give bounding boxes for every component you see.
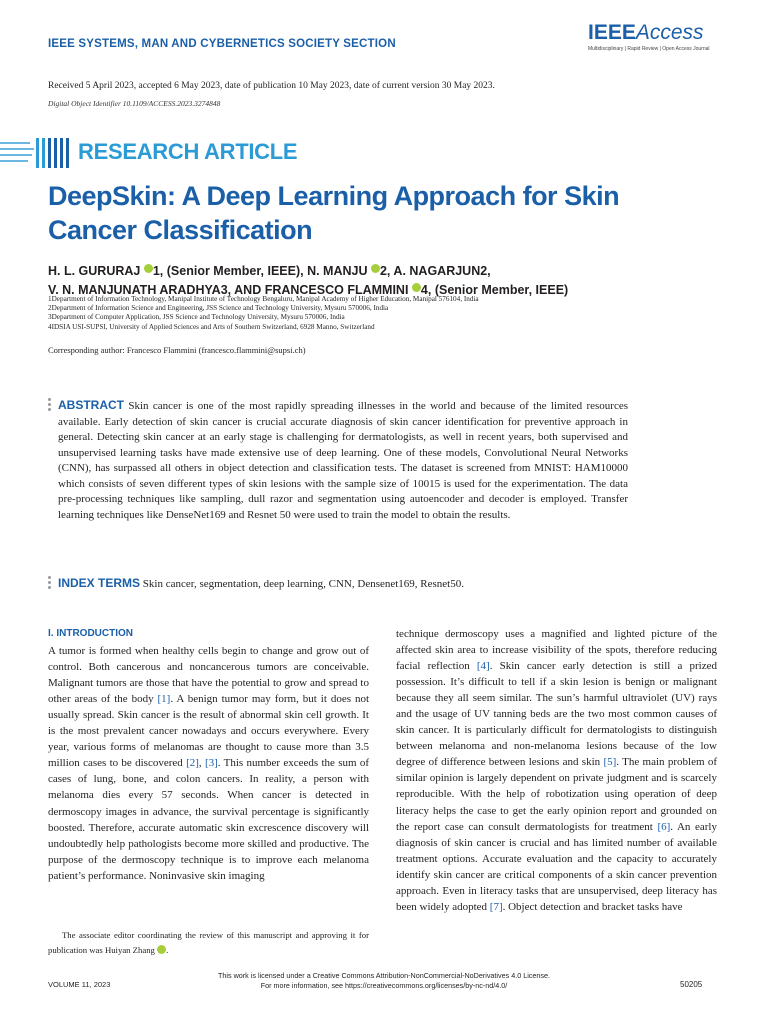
logo-access: Access [635, 21, 704, 44]
citation-link[interactable]: [1] [157, 693, 171, 706]
citation-link[interactable]: [2] [186, 757, 199, 770]
received-dates: Received 5 April 2023, accepted 6 May 2023, date of publication 10 May 2023, date of current version 30 May 2023. [48, 81, 495, 91]
orcid-icon[interactable] [371, 264, 380, 273]
citation-link[interactable]: [3] [204, 757, 218, 770]
citation-link[interactable]: [5] [603, 756, 617, 769]
journal-section: IEEE SYSTEMS, MAN AND CYBERNETICS SOCIETY SECTION [48, 38, 396, 50]
article-banner-bars-icon [0, 138, 70, 168]
abstract [58, 398, 628, 523]
editor-footnote: The associate editor coordinating the review of this manuscript and approving it for publication was Huiyan Zhang . [48, 930, 369, 955]
logo-tagline: Multidisciplinary | Rapid Review | Open Access Journal [588, 46, 710, 52]
license-line: This work is licensed under a Creative Commons Attribution-NonCommercial-NoDerivatives 4.0 License. [218, 971, 550, 980]
volume: VOLUME 11, 2023 [48, 980, 111, 989]
index-terms [58, 576, 628, 590]
abstract-text: Skin cancer is one of the most rapidly spreading illnesses in the world and because of the limited resources available. Early detection of skin cancer is crucial accurate diagnosis of skin cancer identification for preventive approach in general. Detecting skin cancer at an early stage is challenging for dermatologists, as well in recent years, both supervised and unsupervised learning tasks have made extensive use of deep learning. One of these models, Convolutional Neural Networks (CNN), has surpassed all others in object detection and classification tests. The dataset is screened from MNIST: HAM10000 which consists of seven different types of skin lesions with the sample size of 10015 is used for the experimentation. The data pre-processing techniques like sampling, dull razor and segmentation using autoencoder and decoder is employed. Transfer learning techniques like DenseNet169 and Resnet 50 were used to train the model to obtain the results. [58, 400, 628, 521]
citation-link[interactable]: [7] [489, 900, 503, 913]
license-link[interactable]: For more information, see https://creativecommons.org/licenses/by-nc-nd/4.0/ [260, 980, 508, 990]
corresponding-author: Corresponding author: Francesco Flammini (francesco.flammini@supsi.ch) [48, 345, 306, 355]
index-terms-marker-icon [48, 576, 52, 591]
orcid-icon[interactable] [412, 283, 421, 292]
abstract-marker-icon [48, 398, 52, 413]
license-notice [0, 971, 768, 990]
citation-link[interactable]: [6] [657, 820, 671, 833]
doi: Digital Object Identifier 10.1109/ACCESS.2023.3274848 [48, 99, 221, 108]
affiliation: 2Department of Information Science and Engineering, JSS Science and Technology University, Mysuru 570006, India [48, 304, 389, 313]
author-name: 2, A. NAGARJUN2, [379, 264, 491, 278]
intro-paragraph: A tumor is formed when healthy cells begin to change and grow out of control. Both cancerous and noncancerous tumors are conceivable. Malignant tumors are those that have the potential to grow and spread to other areas of the body [1]. A benign tumor may form, but it does not usually spread. Skin cancer is the result of abnormal skin cell growth. It is the most prevalent cancer nowadays and occurs everywhere. Every year, various forms of melanomas are thought to cause more than 3.5 million cases to be discovered [2], [3]. This number exceeds the sum of cases of lung, bone, and colon cancers. In reality, a person with melanoma dies every 57 seconds. When cancer is detected in dermoscopy images in advance, the survival percentage is significantly boosted. Therefore, accurate automatic skin excrescence discovery will undoubtedly help pathologists become more skilled and productive. The purpose of the dermoscopy technique is to improve each melanoma patient’s performance. Noninvasive skin imaging [48, 645, 369, 882]
orcid-icon[interactable] [144, 264, 153, 273]
section-heading: I. INTRODUCTION [48, 628, 133, 639]
author-name: H. L. GURURAJ [48, 264, 141, 278]
intro-column-left [48, 626, 369, 884]
author-line-1 [48, 262, 688, 281]
orcid-icon[interactable] [157, 945, 166, 954]
abstract-label: ABSTRACT [58, 398, 124, 412]
citation-link[interactable]: [4] [476, 660, 490, 673]
affiliation: 4IDSIA USI-SUPSI, University of Applied Sciences and Arts of Southern Switzerland, 6928 Manno, Switzerland [48, 322, 375, 331]
index-terms-label: INDEX TERMS [58, 576, 141, 590]
affiliations [48, 295, 728, 332]
author-name: 4, (Senior Member, IEEE) [420, 283, 569, 297]
affiliation: 1Department of Information Technology, Manipal Institute of Technology Bengaluru, Manipal Academy of Higher Education, Manipal 576104, India [48, 295, 479, 303]
affiliation: 3Department of Computer Application, JSS Science and Technology University, Mysuru 570006, India [48, 313, 345, 322]
page-number: 50205 [680, 980, 703, 989]
paper-title: DeepSkin: A Deep Learning Approach for Skin Cancer Classification [48, 181, 620, 245]
index-terms-text: Skin cancer, segmentation, deep learning, CNN, Densenet169, Resnet50. [142, 578, 464, 590]
intro-column-right [396, 626, 717, 915]
author-name: V. N. MANJUNATH ARADHYA3, AND FRANCESCO FLAMMINI [48, 283, 409, 297]
article-type: RESEARCH ARTICLE [78, 139, 298, 164]
ieee-access-logo [588, 22, 710, 52]
author-name: 1, (Senior Member, IEEE), N. MANJU [152, 264, 368, 278]
logo-ieee: IEEE [588, 21, 636, 44]
intro-paragraph: technique dermoscopy uses a magnified and lighted picture of the affected skin area to increase visibility of the spots, therefore reducing facial reflection [4]. Skin cancer early detection is still a prized possession. It’s difficult to tell if a skin lesion is benign or malignant because they all seem similar. The sun’s harmful ultraviolet (UV) rays and the usage of UV tanning beds are the two most common causes of skin cancer. It is particularly difficult for dermatologists to distinguish between melanoma and non-melanoma lesions because of the low degree of difference between lesions and skin [5]. The main problem of similar opinion is largely dependent on private judgment and is scarcely reproducible. With the help of robotization using operation of deep literacy helps the case to get the early opinion report and grounded on the report case can consult dermatologists for treatment [6]. An early diagnosis of skin cancer is crucial and has limited number of available treatment options. Accurate evaluation and the capacity to accurately identify skin cancer are critical components of a skin cancer prevention approach. Even in literacy tasks that are unsupervised, deep literacy has been widely adopted [7]. Object detection and bracket tasks have [396, 628, 717, 913]
